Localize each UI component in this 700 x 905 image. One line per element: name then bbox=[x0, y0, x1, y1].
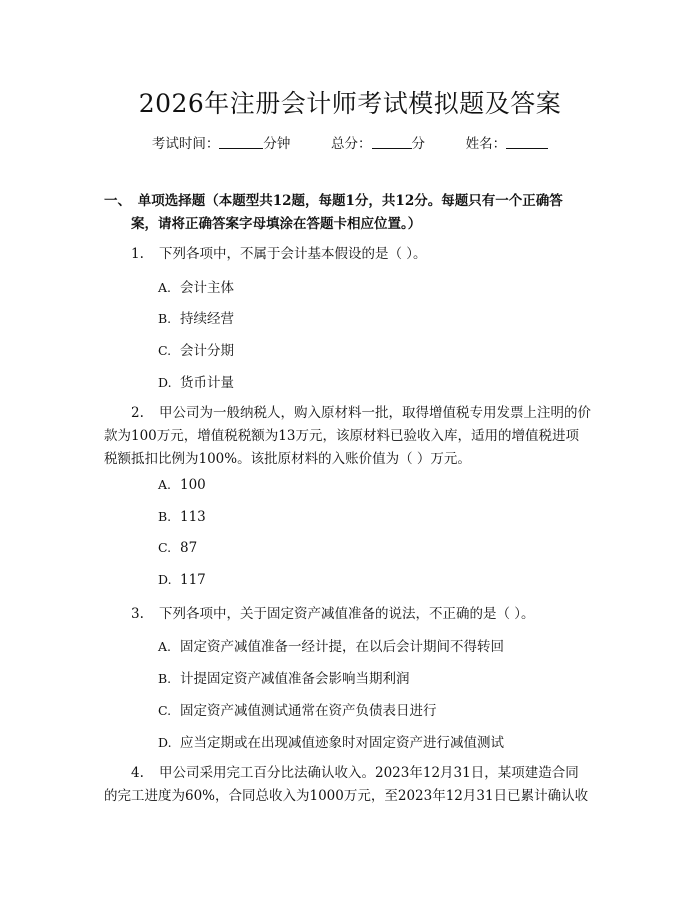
section-heading-line: 案，请将正确答案字母填涂在答题卡相应位置。） bbox=[131, 216, 422, 232]
question-3 bbox=[104, 603, 598, 626]
option-letter: D. bbox=[158, 375, 172, 390]
question-1 bbox=[104, 243, 598, 266]
section-heading-line: 一、 单项选择题（本题型共12题，每题1分，共12分。每题只有一个正确答 bbox=[104, 193, 563, 209]
question-text: 款为100万元，增值税税额为13万元，该原材料已验收入库，适用的增值税进项 bbox=[104, 428, 579, 444]
time-blank bbox=[219, 136, 263, 149]
option-c bbox=[158, 339, 234, 359]
question-4 bbox=[104, 762, 598, 808]
option-letter: A. bbox=[158, 280, 172, 295]
option-text: 会计分期 bbox=[180, 343, 234, 359]
option-a bbox=[158, 276, 234, 296]
score-label: 总分： bbox=[331, 136, 372, 152]
option-d bbox=[158, 371, 234, 391]
exam-info-row bbox=[0, 132, 700, 152]
option-text: 会计主体 bbox=[180, 280, 234, 296]
option-b bbox=[158, 509, 206, 525]
option-text: 应当定期或在出现减值迹象时对固定资产进行减值测试 bbox=[180, 735, 504, 751]
option-letter: D. bbox=[158, 572, 172, 587]
option-letter: B. bbox=[158, 509, 172, 524]
option-letter: B. bbox=[158, 311, 172, 326]
option-text: 固定资产减值测试通常在资产负债表日进行 bbox=[180, 703, 437, 719]
question-text: 税额抵扣比例为100%。该批原材料的入账价值为（ ）万元。 bbox=[104, 451, 471, 467]
option-letter: C. bbox=[158, 703, 172, 718]
question-text: 的完工进度为60%，合同总收入为1000万元，至2023年12月31日已累计确认收 bbox=[104, 788, 589, 804]
option-text: 固定资产减值准备一经计提，在以后会计期间不得转回 bbox=[180, 639, 504, 655]
section-heading bbox=[104, 190, 604, 236]
option-letter: C. bbox=[158, 343, 172, 358]
option-text: 持续经营 bbox=[180, 311, 234, 327]
option-letter: A. bbox=[158, 639, 172, 654]
name-blank bbox=[506, 136, 548, 149]
question-text: 下列各项中，关于固定资产减值准备的说法，不正确的是（ ）。 bbox=[159, 606, 535, 622]
option-a bbox=[158, 635, 504, 655]
option-text: 100 bbox=[180, 477, 206, 493]
option-letter: D. bbox=[158, 735, 172, 750]
question-number: 2. bbox=[131, 405, 144, 421]
page-title: 2026年注册会计师考试模拟题及答案 bbox=[138, 89, 562, 118]
question-number: 1. bbox=[131, 246, 144, 262]
time-unit: 分钟 bbox=[263, 136, 291, 152]
question-text: 甲公司为一般纳税人，购入原材料一批，取得增值税专用发票上注明的价 bbox=[159, 405, 591, 421]
option-c bbox=[158, 699, 437, 719]
name-label: 姓名： bbox=[465, 136, 507, 152]
option-letter: C. bbox=[158, 540, 172, 555]
question-2 bbox=[104, 402, 598, 471]
question-text: 甲公司采用完工百分比法确认收入。2023年12月31日，某项建造合同 bbox=[159, 765, 579, 781]
score-blank bbox=[372, 136, 412, 149]
option-d bbox=[158, 572, 206, 588]
question-number: 4. bbox=[131, 765, 144, 781]
option-letter: B. bbox=[158, 671, 172, 686]
option-text: 货币计量 bbox=[180, 375, 234, 391]
question-number: 3. bbox=[131, 606, 144, 622]
option-b bbox=[158, 307, 234, 327]
score-unit: 分 bbox=[411, 136, 425, 152]
option-b bbox=[158, 667, 410, 687]
option-text: 计提固定资产减值准备会影响当期利润 bbox=[180, 671, 410, 687]
option-text: 113 bbox=[180, 509, 206, 525]
option-letter: A. bbox=[158, 477, 172, 492]
option-text: 117 bbox=[180, 572, 206, 588]
option-a bbox=[158, 477, 206, 493]
question-text: 下列各项中，不属于会计基本假设的是（ ）。 bbox=[159, 246, 427, 262]
option-c bbox=[158, 540, 197, 556]
time-label: 考试时间： bbox=[151, 136, 220, 152]
option-d bbox=[158, 731, 504, 751]
option-text: 87 bbox=[180, 540, 198, 556]
